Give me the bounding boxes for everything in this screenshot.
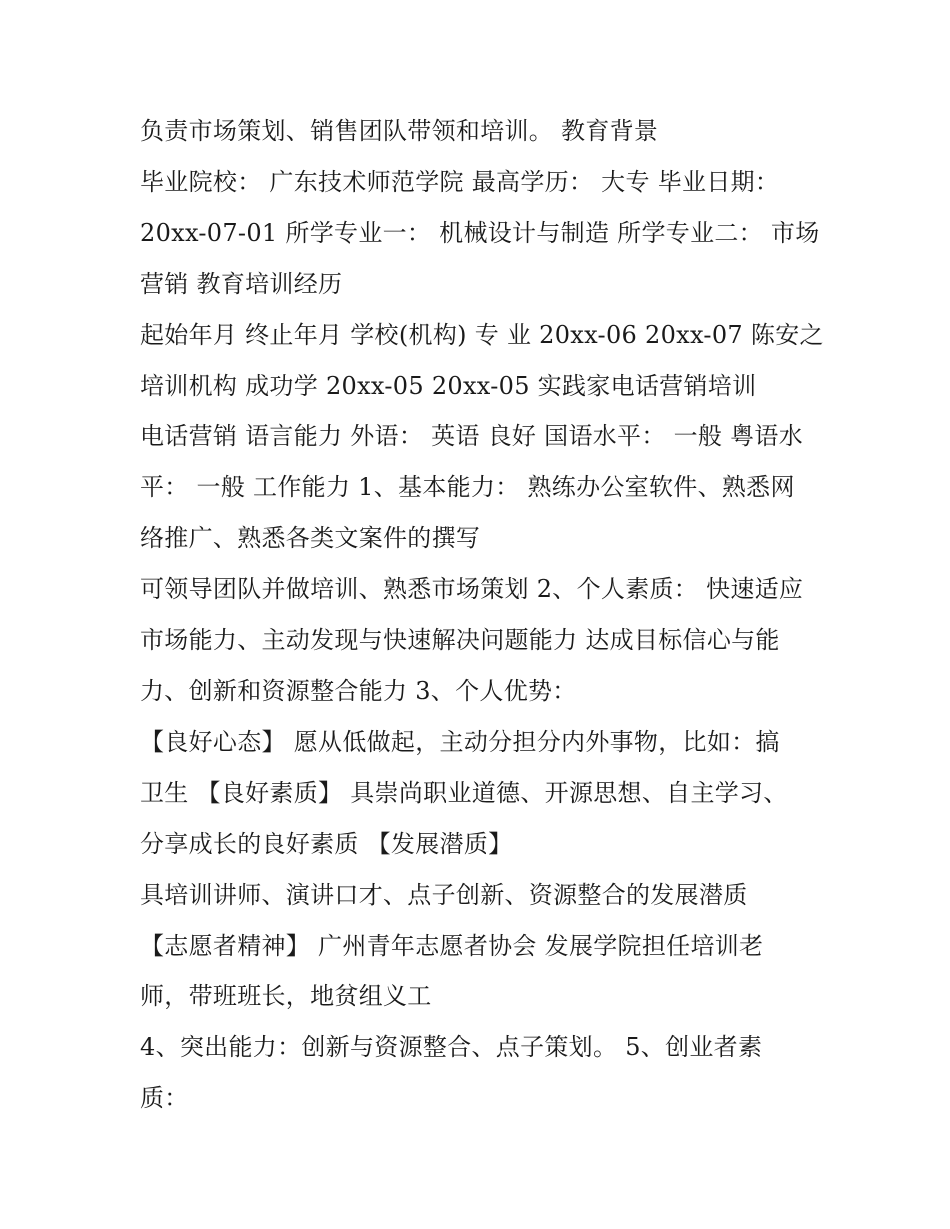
text-line: 平： 一般 工作能力 1、基本能力： 熟练办公室软件、熟悉网: [140, 473, 795, 502]
text-line: 络推广、熟悉各类文案件的撰写: [140, 524, 481, 553]
text-line: 可领导团队并做培训、熟悉市场策划 2、个人素质： 快速适应: [140, 575, 804, 604]
text-line: 【志愿者精神】 广州青年志愿者协会 发展学院担任培训老: [140, 931, 764, 960]
text-line: 分享成长的良好素质 【发展潜质】: [140, 829, 513, 858]
text-line: 营销 教育培训经历: [140, 269, 343, 298]
text-line: 毕业院校： 广东技术师范学院 最高学历： 大专 毕业日期：: [140, 167, 780, 196]
text-line: 起始年月 终止年月 学校(机构) 专 业 20xx-06 20xx-07 陈安之: [140, 320, 824, 349]
text-line: 【良好心态】 愿从低做起，主动分担分内外事物，比如：搞: [140, 727, 780, 756]
document-body: [140, 106, 830, 1124]
text-line: 质：: [140, 1084, 189, 1113]
text-line: 具培训讲师、演讲口才、点子创新、资源整合的发展潜质: [140, 880, 748, 909]
text-line: 培训机构 成功学 20xx-05 20xx-05 实践家电话营销培训: [140, 371, 757, 400]
text-line: 负责市场策划、销售团队带领和培训。 教育背景: [140, 117, 659, 145]
text-line: 4、突出能力：创新与资源整合、点子策划。 5、创业者素: [140, 1033, 763, 1062]
text-line: 力、创新和资源整合能力 3、个人优势：: [140, 676, 577, 705]
text-line: 卫生 【良好素质】 具崇尚职业道德、开源思想、自主学习、: [140, 778, 788, 807]
text-line: 师，带班班长，地贫组义工: [140, 982, 432, 1011]
text-line: 电话营销 语言能力 外语： 英语 良好 国语水平： 一般 粤语水: [140, 422, 803, 451]
text-line: 20xx-07-01 所学专业一： 机械设计与制造 所学专业二： 市场: [140, 218, 820, 247]
text-line: 市场能力、主动发现与快速解决问题能力 达成目标信心与能: [140, 626, 780, 655]
